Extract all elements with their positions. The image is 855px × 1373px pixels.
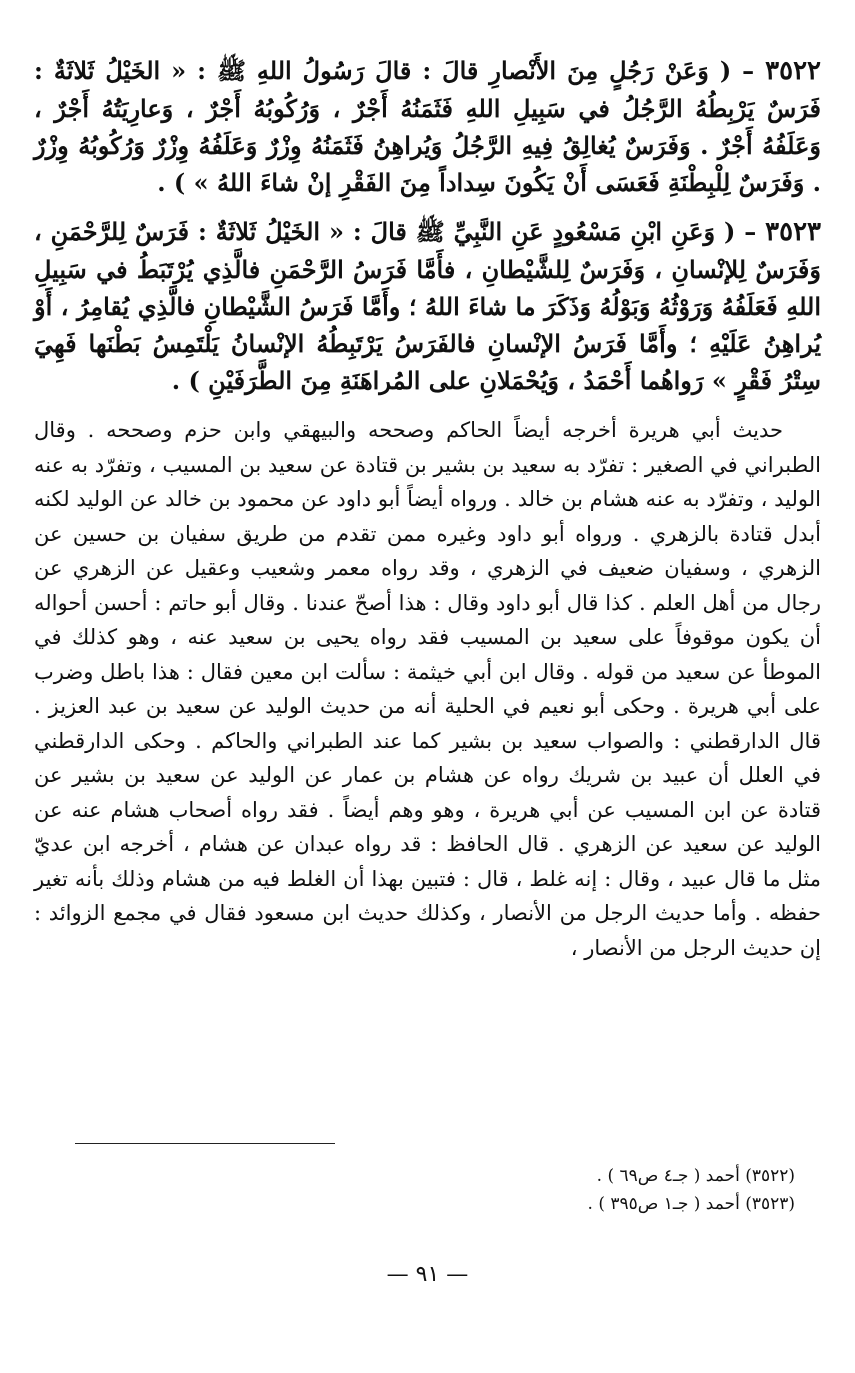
hadith-text: – ( وَعَنِ ابْنِ مَسْعُودٍ عَنِ النَّبِيِّ ﷺ قالَ : « الخَيْلُ ثَلاثَةٌ : فَرَسٌ لِلرَّحْمَنِ ، وَفَرَسٌ لِلإنْسانِ ، وَفَرَسٌ لِلشَّيْطانِ ، فأَمَّا فَرَسُ الرَّحْمَنِ فالَّذِي يُرْتَبَطُ في سَبِيلِ اللهِ فَعَلَفُهُ وَرَوْثُهُ وَبَوْلُهُ وَذَكَرَ ما شاءَ اللهُ ؛ وأَمَّا فَرَسُ الشَّيْطانِ فالَّذِي يُقامِرُ ، أَوْ يُراهِنُ عَلَيْهِ ؛ وأَمَّا فَرَسُ الإنْسانِ فالفَرَسُ يَرْتَبِطُهُ الإنْسانُ يَلْتَمِسُ بَطْنَها فَهِيَ سِتْرُ فَقْرٍ » رَواهُما أَحْمَدُ ، وَيُحْمَلانِ على المُراهَنَةِ مِنَ الطَّرَفَيْنِ ) . [34,217,822,395]
hadith-text: – ( وَعَنْ رَجُلٍ مِنَ الأَنْصارِ قالَ : قالَ رَسُولُ اللهِ ﷺ : « الخَيْلُ ثَلاثَةٌ : فَرَسٌ يَرْبِطُهُ الرَّجُلُ في سَبِيلِ اللهِ فَثَمَنُهُ أَجْرٌ ، وَرُكُوبُهُ أَجْرٌ ، وَعارِيَتُهُ أَجْرٌ ، وَعَلَفُهُ أَجْرٌ . وَفَرَسٌ يُغالِقُ فِيهِ الرَّجُلُ وَيُراهِنُ فَثَمَنُهُ وِزْرٌ وَعَلَفُهُ وِزْرٌ وَرُكُوبُهُ وِزْرٌ . وَفَرَسٌ لِلْبِطْنَةِ فَعَسَى أَنْ يَكُونَ سِداداً مِنَ الفَقْرِ إنْ شاءَ اللهُ » ) . [34,56,821,197]
footnote-3523: (٣٥٢٣) أحمد ( جـ١ ص٣٩٥ ) . [587,1194,795,1214]
footnote-separator [75,1143,335,1144]
footnotes [588,1162,795,1218]
hadith-number: ٣٥٢٣ [765,217,821,247]
hadith-3522 [34,52,821,201]
page-number: — ٩١ — [386,1262,469,1287]
hadith-3523 [34,213,821,399]
footnote-3522: (٣٥٢٢) أحمد ( جـ٤ ص٦٩ ) . [596,1166,795,1186]
hadith-number: ٣٥٢٢ [765,56,821,86]
commentary-paragraph: حديث أبي هريرة أخرجه أيضاً الحاكم وصححه والبيهقي وابن حزم وصححه . وقال الطبراني في الصغير : تفرّد به سعيد بن بشير بن قتادة عن سعيد بن المسيب ، وتفرّد به عنه الوليد ، وتفرّد به عنه هشام بن خالد . ورواه أيضاً أبو داود عن محمود بن خالد عن الوليد لكنه أبدل قتادة بالزهري . ورواه أبو داود وغيره ممن تقدم من طريق سفيان بن حسين عن الزهري ، وسفيان ضعيف في الزهري ، وقد رواه معمر وشعيب وعقيل عن الزهري عن رجال من أهل العلم . كذا قال أبو داود وقال : هذا أصحّ عندنا . وقال أبو حاتم : أحسن أحواله أن يكون موقوفاً على سعيد بن المسيب فقد رواه يحيى بن سعيد عنه ، وهو كذلك في الموطأ عن سعيد من قوله . وقال ابن أبي خيثمة : سألت ابن معين فقال : هذا باطل وضرب على أبي هريرة . وحكى أبو نعيم في الحلية أنه من حديث الوليد عن سعيد بن عبد العزيز . قال الدارقطني : والصواب سعيد بن بشير كما عند الطبراني والحاكم . وحكى الدارقطني في العلل أن عبيد بن شريك رواه عن هشام بن عمار عن الوليد عن سعيد بن بشير عن قتادة عن ابن المسيب عن أبي هريرة ، وهو وهم أيضاً . فقد رواه أصحاب هشام عنه عن الوليد عن سعيد عن الزهري . قال الحافظ : قد رواه عبدان عن هشام ، أخرجه ابن عديّ مثل ما قال عبيد ، وقال : إنه غلط ، قال : فتبين بهذا أن الغلط فيه من هشام وذلك بأنه تغير حفظه . وأما حديث الرجل من الأنصار ، وكذلك حديث ابن مسعود فقال في مجمع الزوائد : إن حديث الرجل من الأنصار ، [34,418,822,960]
